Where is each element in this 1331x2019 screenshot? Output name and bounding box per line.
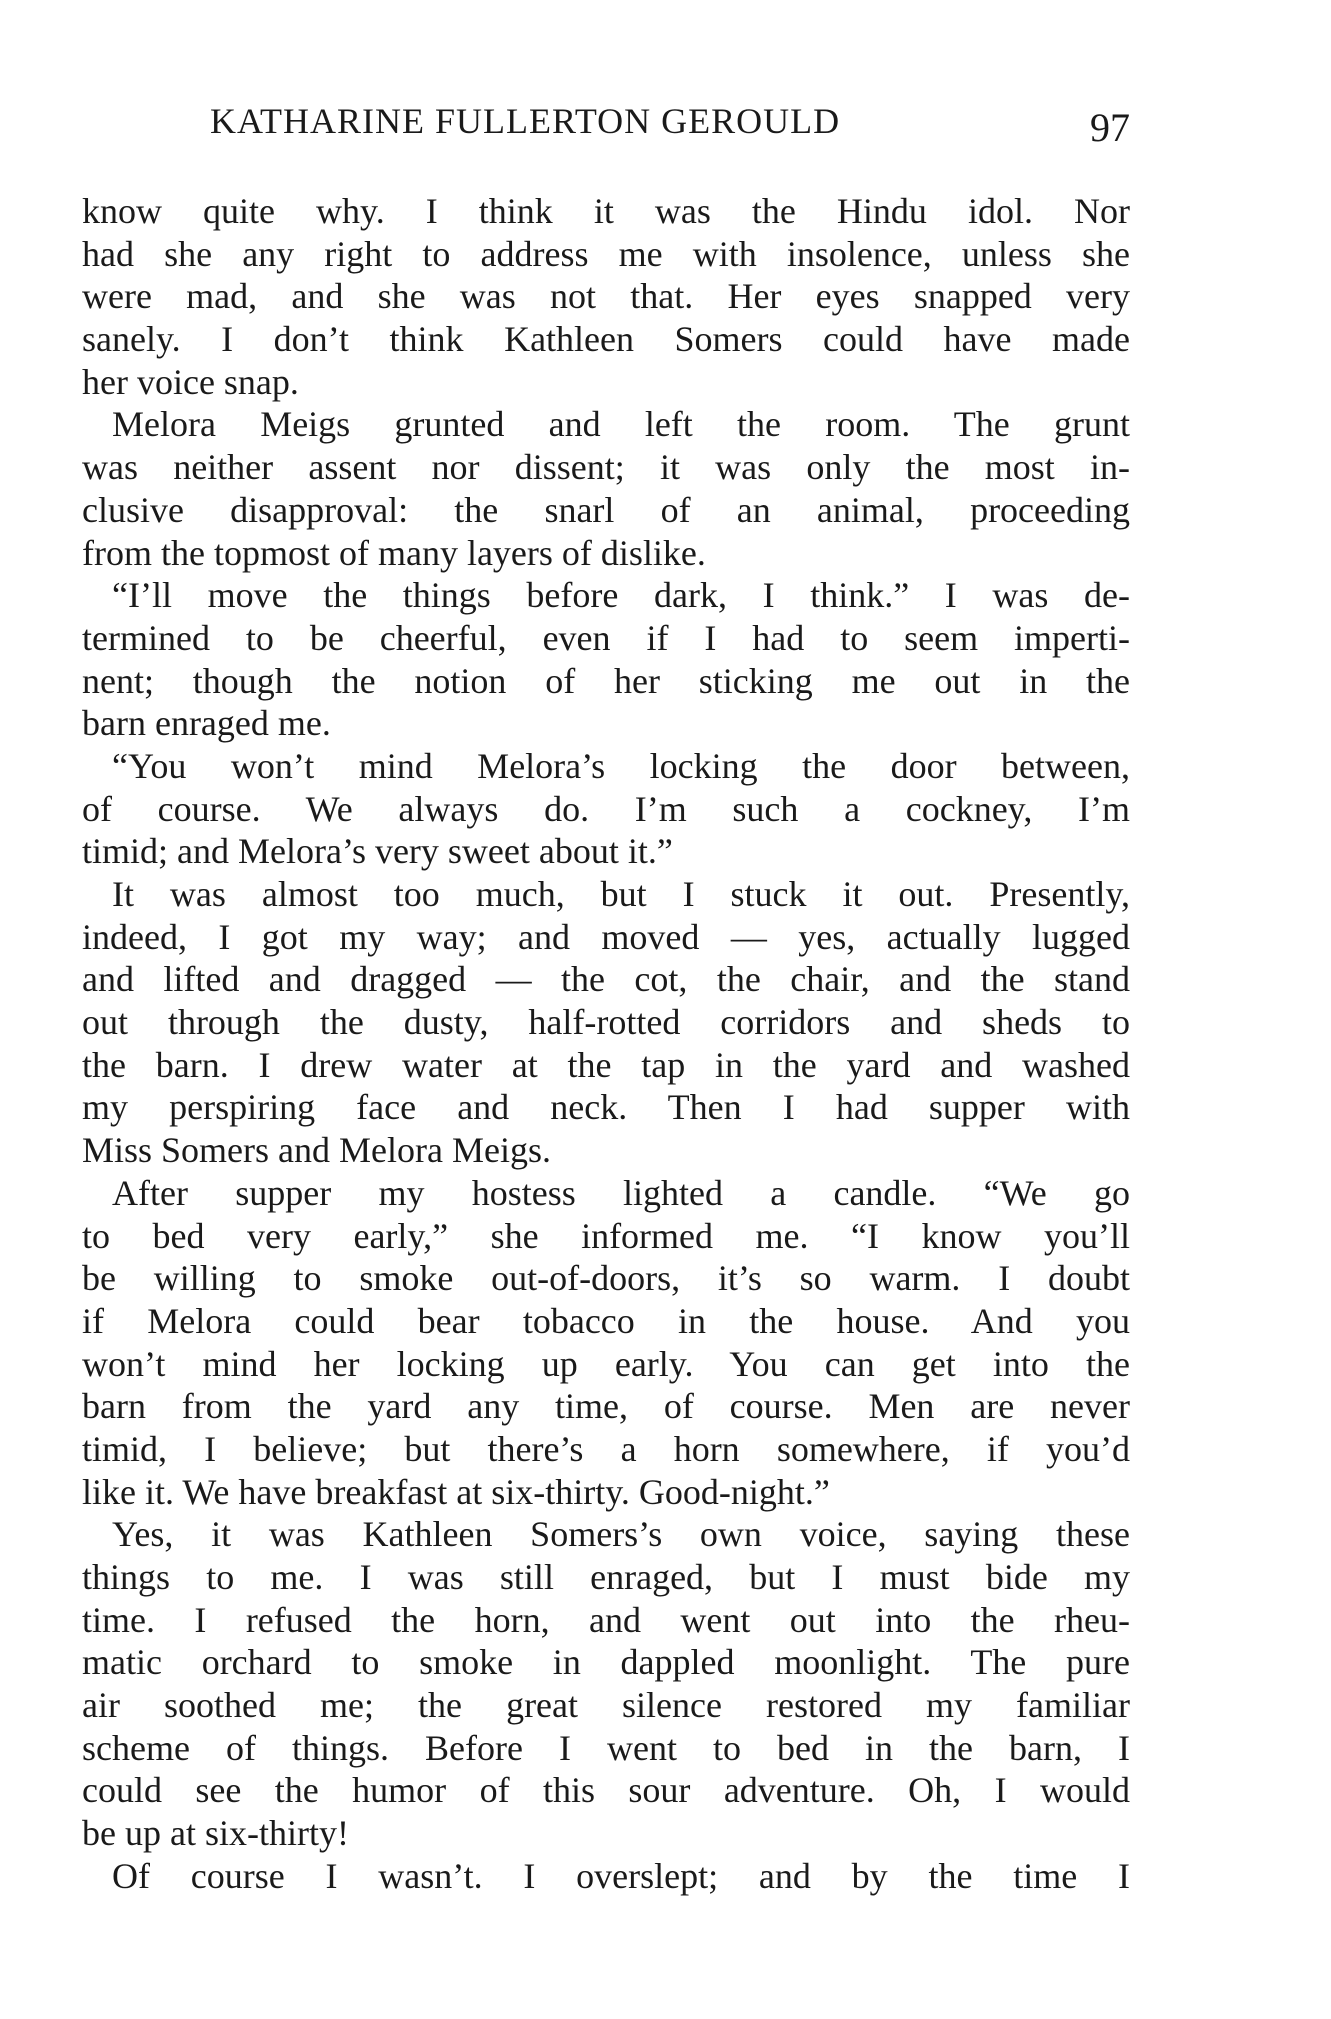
text-line: Melora Meigs grunted and left the room. The grunt bbox=[112, 404, 1130, 445]
text-line: It was almost too much, but I stuck it out. Presently, bbox=[112, 874, 1130, 914]
text-line: Yes, it was Kathleen Somers’s own voice, saying these bbox=[112, 1514, 1130, 1555]
text-line: time. I refused the horn, and went out into the rheu- bbox=[82, 1599, 1130, 1640]
text-line: know quite why. I think it was the Hindu idol. Nor bbox=[82, 191, 1130, 231]
text-line: timid, I believe; but there’s a horn somewhere, if you’d bbox=[82, 1428, 1130, 1469]
text-line: “You won’t mind Melora’s locking the door between, bbox=[112, 745, 1130, 786]
text-line: scheme of things. Before I went to bed in the barn, I bbox=[82, 1727, 1130, 1768]
text-line: termined to be cheerful, even if I had to seem imperti- bbox=[82, 617, 1130, 658]
text-line: were mad, and she was not that. Her eyes snapped very bbox=[82, 276, 1130, 317]
text-line: be willing to smoke out-of-doors, it’s so warm. I doubt bbox=[82, 1258, 1130, 1299]
text-line: Of course I wasn’t. I overslept; and by the time I bbox=[112, 1855, 1130, 1896]
text-line: timid; and Melora’s very sweet about it.” bbox=[82, 831, 673, 872]
text-line: like it. We have breakfast at six-thirty. Good-night.” bbox=[82, 1471, 830, 1512]
text-line: things to me. I was still enraged, but I must bide my bbox=[82, 1557, 1130, 1597]
text-line: be up at six-thirty! bbox=[82, 1813, 349, 1854]
text-line: my perspiring face and neck. Then I had supper with bbox=[82, 1087, 1130, 1128]
text-line: of course. We always do. I’m such a cockney, I’m bbox=[82, 788, 1130, 829]
running-head: KATHARINE FULLERTON GEROULD bbox=[210, 101, 841, 141]
text-line: indeed, I got my way; and moved — yes, actually lugged bbox=[82, 916, 1130, 957]
text-line: After supper my hostess lighted a candle. “We go bbox=[112, 1172, 1130, 1213]
text-line: her voice snap. bbox=[82, 361, 299, 402]
text-line: nent; though the notion of her sticking me out in the bbox=[82, 660, 1130, 701]
text-line: barn from the yard any time, of course. Men are never bbox=[82, 1386, 1130, 1427]
text-line: matic orchard to smoke in dappled moonlight. The pure bbox=[82, 1642, 1130, 1683]
text-line: air soothed me; the great silence restored my familiar bbox=[82, 1685, 1130, 1726]
text-line: if Melora could bear tobacco in the house. And you bbox=[82, 1300, 1130, 1341]
text-line: had she any right to address me with insolence, unless she bbox=[82, 233, 1130, 274]
text-line: sanely. I don’t think Kathleen Somers could have made bbox=[82, 319, 1130, 360]
text-line: out through the dusty, half-rotted corridors and sheds to bbox=[82, 1002, 1130, 1043]
text-line: “I’ll move the things before dark, I think.” I was de- bbox=[112, 575, 1130, 616]
text-line: was neither assent nor dissent; it was only the most in- bbox=[82, 447, 1130, 488]
text-line: won’t mind her locking up early. You can get into the bbox=[82, 1343, 1130, 1384]
text-line: to bed very early,” she informed me. “I know you’ll bbox=[82, 1215, 1130, 1256]
text-line: Miss Somers and Melora Meigs. bbox=[82, 1130, 551, 1171]
text-line: barn enraged me. bbox=[82, 703, 331, 744]
text-line: the barn. I drew water at the tap in the yard and washed bbox=[82, 1044, 1130, 1085]
text-line: could see the humor of this sour adventure. Oh, I would bbox=[82, 1770, 1130, 1811]
text-line: from the topmost of many layers of dislike. bbox=[82, 532, 706, 573]
page-header bbox=[210, 100, 1130, 160]
text-line: and lifted and dragged — the cot, the chair, and the stand bbox=[82, 959, 1130, 1000]
body-text bbox=[82, 190, 1130, 1898]
text-line: clusive disapproval: the snarl of an animal, proceeding bbox=[82, 489, 1130, 530]
page-number: 97 bbox=[1090, 105, 1130, 150]
